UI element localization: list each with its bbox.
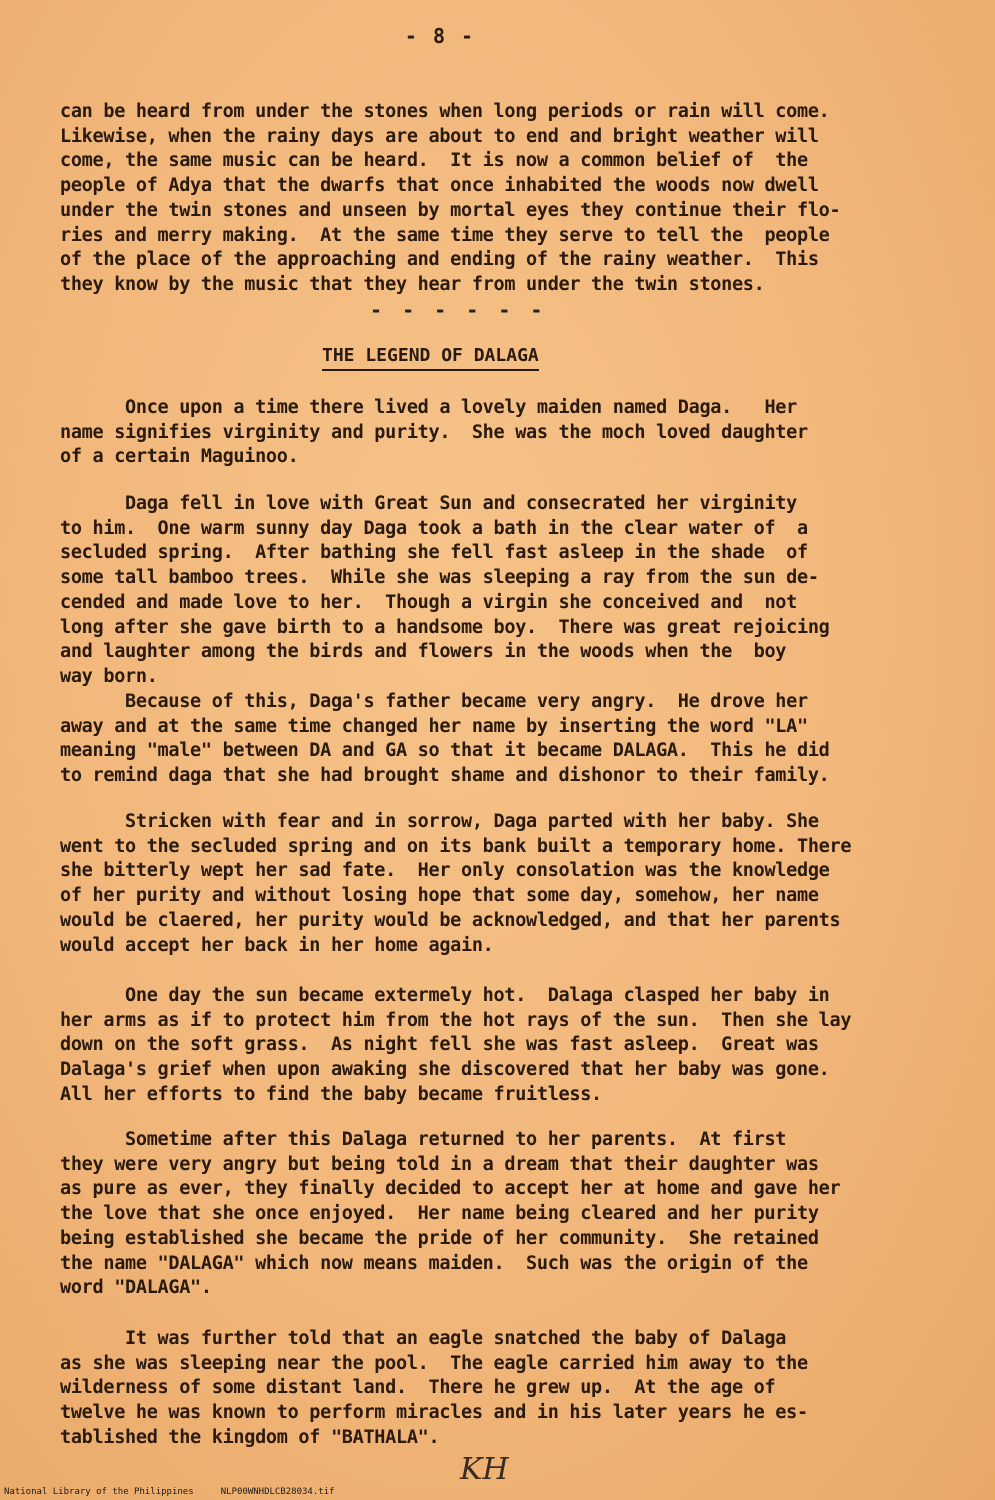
paragraph-2: Daga fell in love with Great Sun and consecrated her virginity to him. One warm sunny day Daga took a bath in the clear water of a secluded spring. After bathing she fell fast asleep in the shade of some tall bamboo trees. While she was sleeping a ray from the sun de- cended and made love to her. Though a virgin she conceived and not long after she gave birth to a handsome boy. There was great rejoicing and laughter among the birds and flowers in the woods when the boy way born. — [60, 493, 830, 687]
paragraph-4: Stricken with fear and in sorrow, Daga parted with her baby. She went to the secluded spring and on its bank built a temporary home. There she bitterly wept her sad fate. Her only consolation was the knowledge of her purity and without losing hope that some day, somehow, her name would be claered, her purity would be acknowledged, and that her parents would accept her back in her home again. — [60, 811, 852, 956]
paragraph-5: One day the sun became extermely hot. Dalaga clasped her baby in her arms as if to protect him from the hot rays of the sun. Then she lay down on the soft grass. As night fell she was fast asleep. Great was Dalaga's grief when upon awaking she discovered that her baby was gone. All her efforts to find the baby became fruitless. — [60, 985, 852, 1105]
paragraph-7: It was further told that an eagle snatched the baby of Dalaga as she was sleeping near the pool. The eagle carried him away to the wilderness of some distant land. There he grew up. At the age of twelve he was known to perform miracles and in his later years he es- tablished the kingdom of "BATHALA". — [60, 1328, 808, 1448]
intro-paragraph: can be heard from under the stones when long periods or rain will come. Likewise, when the rainy days are about to end and bright weather will come, the same music can be heard. It is now a common belief of the people of Adya that the dwarfs that once inhabited the woods now dwell under the twin stones and unseen by mortal eyes they continue their flo- ries and merry making. At the same time they serve to tell the people of the place of the approaching and ending of the rainy weather. This they know by the music that they hear from under the twin stones. — [60, 101, 841, 295]
section-title: THE LEGEND OF DALAGA — [322, 345, 539, 371]
section-separator: - - - - - - — [370, 298, 547, 322]
handwritten-initials: KH — [460, 1452, 509, 1487]
paragraph-6: Sometime after this Dalaga returned to her parents. At first they were very angry but being told in a dream that their daughter was as pure as ever, they finally decided to accept her at home and gave her the love that she once enjoyed. Her name being cleared and her purity being established she became the pride of her community. She retained the name "DALAGA" which now means maiden. Such was the origin of the word "DALAGA". — [60, 1129, 841, 1299]
page-number: - 8 - — [404, 24, 476, 48]
paragraph-1: Once upon a time there lived a lovely maiden named Daga. Her name signifies virginity and purity. She was the moch loved daughter of a certain Maguinoo. — [60, 397, 808, 468]
paragraph-3: Because of this, Daga's father became very angry. He drove her away and at the same time changed her name by inserting the word "LA" meaning "male" between DA and GA so that it became DALAGA. This he did to remind daga that she had brought shame and dishonor to their family. — [60, 691, 830, 787]
scan-footer: National Library of the Philippines NLP00WNHDLCB28034.tif — [4, 1487, 335, 1497]
